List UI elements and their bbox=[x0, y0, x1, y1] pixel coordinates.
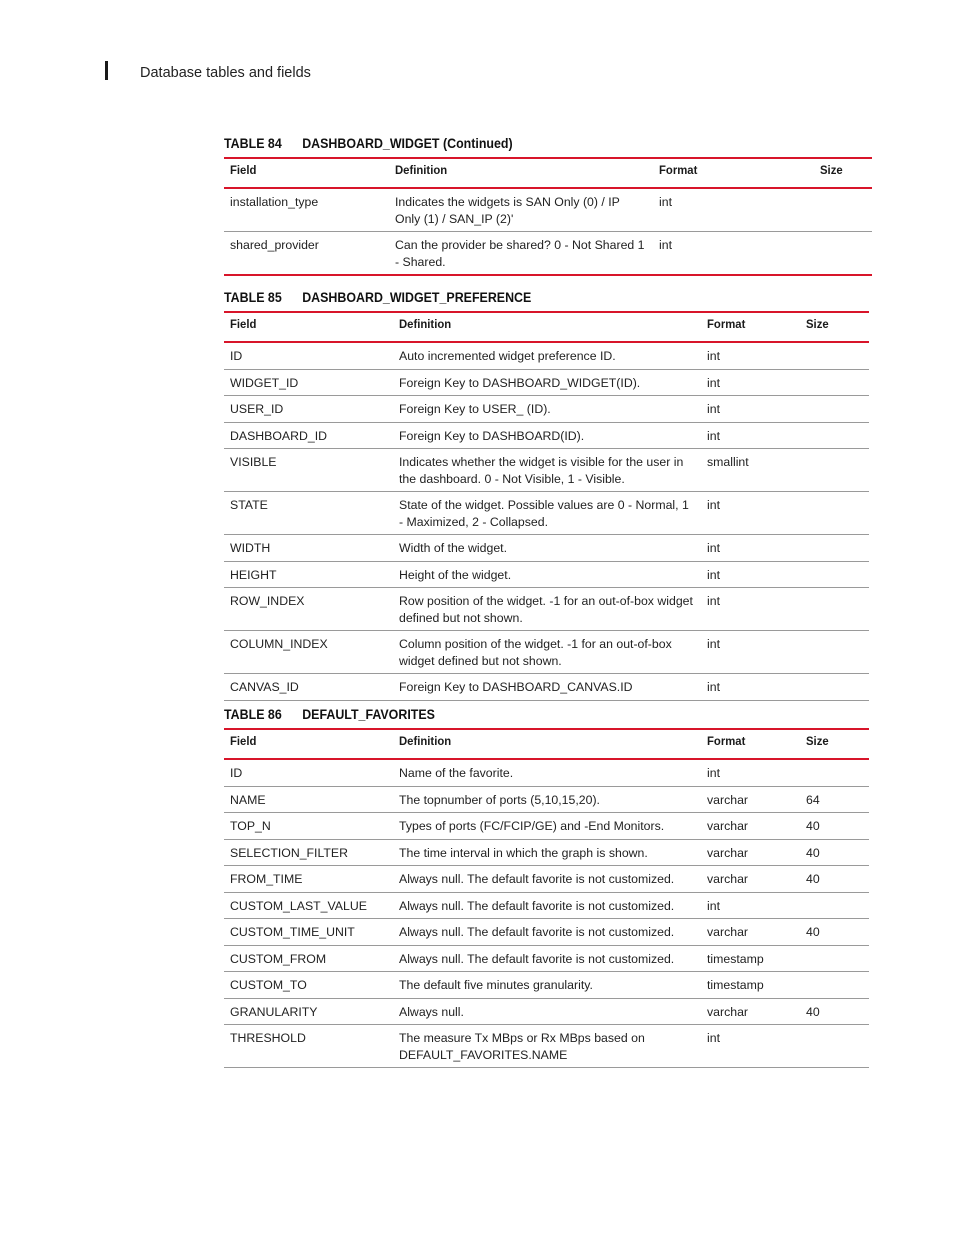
table-row bbox=[224, 396, 869, 423]
table85-title: DASHBOARD_WIDGET_PREFERENCE bbox=[302, 290, 532, 305]
cell-format: int bbox=[701, 369, 800, 396]
cell-field: COLUMN_INDEX bbox=[224, 631, 393, 674]
table-row bbox=[224, 561, 869, 588]
cell-definition: Always null. bbox=[393, 998, 701, 1025]
cell-definition: Auto incremented widget preference ID. bbox=[393, 342, 701, 369]
cell-field: CUSTOM_LAST_VALUE bbox=[224, 892, 393, 919]
table86-label: TABLE 86 bbox=[224, 707, 282, 722]
table-row bbox=[224, 972, 869, 999]
table-row bbox=[224, 839, 869, 866]
table-row bbox=[224, 492, 869, 535]
cell-field: GRANULARITY bbox=[224, 998, 393, 1025]
table85-body bbox=[224, 342, 869, 700]
cell-format: int bbox=[701, 535, 800, 562]
cell-size: 64 bbox=[800, 786, 869, 813]
table84-body bbox=[224, 188, 872, 275]
cell-format: int bbox=[701, 588, 800, 631]
cell-definition: Indicates whether the widget is visible for the user in the dashboard. 0 - Not Visible, 1 - Visible. bbox=[393, 449, 701, 492]
cell-format: varchar bbox=[701, 919, 800, 946]
cell-definition: Can the provider be shared? 0 - Not Shared 1 - Shared. bbox=[389, 232, 653, 276]
cell-format: varchar bbox=[701, 866, 800, 893]
cell-field: FROM_TIME bbox=[224, 866, 393, 893]
table86-body bbox=[224, 759, 869, 1068]
cell-format: int bbox=[701, 342, 800, 369]
cell-size: 40 bbox=[800, 839, 869, 866]
cell-definition: Always null. The default favorite is not customized. bbox=[393, 945, 701, 972]
cell-size bbox=[800, 759, 869, 786]
cell-field: WIDTH bbox=[224, 535, 393, 562]
cell-size bbox=[800, 561, 869, 588]
table86-col-field-header bbox=[224, 729, 393, 759]
table84-col-format-header bbox=[653, 158, 814, 188]
page-header: Database tables and fields bbox=[140, 65, 311, 81]
cell-size bbox=[800, 369, 869, 396]
table-row bbox=[224, 674, 869, 701]
table-row bbox=[224, 588, 869, 631]
header-margin-bar bbox=[105, 61, 108, 80]
table85-col-field-label: Field bbox=[230, 317, 257, 331]
cell-field: VISIBLE bbox=[224, 449, 393, 492]
cell-format: int bbox=[701, 561, 800, 588]
cell-definition: Row position of the widget. -1 for an out-of-box widget defined but not shown. bbox=[393, 588, 701, 631]
table86-col-definition-label: Definition bbox=[399, 734, 452, 748]
cell-format: varchar bbox=[701, 998, 800, 1025]
table-row bbox=[224, 998, 869, 1025]
cell-field: CUSTOM_FROM bbox=[224, 945, 393, 972]
cell-size bbox=[800, 945, 869, 972]
table84-label: TABLE 84 bbox=[224, 136, 282, 151]
cell-size: 40 bbox=[800, 998, 869, 1025]
cell-size bbox=[800, 535, 869, 562]
cell-format: int bbox=[701, 892, 800, 919]
table85-header-row bbox=[224, 312, 869, 342]
table84-col-field-header bbox=[224, 158, 389, 188]
cell-format: timestamp bbox=[701, 972, 800, 999]
table85-col-size-header bbox=[800, 312, 869, 342]
table86-col-definition-header bbox=[393, 729, 701, 759]
cell-definition: The default five minutes granularity. bbox=[393, 972, 701, 999]
cell-field: NAME bbox=[224, 786, 393, 813]
cell-size bbox=[800, 588, 869, 631]
table84-header-row bbox=[224, 158, 872, 188]
cell-field: DASHBOARD_ID bbox=[224, 422, 393, 449]
cell-format: varchar bbox=[701, 839, 800, 866]
cell-field: WIDGET_ID bbox=[224, 369, 393, 396]
table84 bbox=[224, 157, 872, 276]
table86-caption bbox=[224, 707, 435, 722]
cell-definition: Foreign Key to DASHBOARD(ID). bbox=[393, 422, 701, 449]
cell-definition: Width of the widget. bbox=[393, 535, 701, 562]
cell-format: int bbox=[701, 674, 800, 701]
cell-size bbox=[800, 674, 869, 701]
cell-definition: Always null. The default favorite is not customized. bbox=[393, 892, 701, 919]
cell-size bbox=[800, 892, 869, 919]
table85-label: TABLE 85 bbox=[224, 290, 282, 305]
cell-format: int bbox=[701, 759, 800, 786]
table85 bbox=[224, 311, 869, 701]
cell-definition: Foreign Key to USER_ (ID). bbox=[393, 396, 701, 423]
cell-format: int bbox=[701, 631, 800, 674]
table86 bbox=[224, 728, 869, 1068]
cell-field: ID bbox=[224, 759, 393, 786]
cell-size bbox=[800, 396, 869, 423]
cell-format: timestamp bbox=[701, 945, 800, 972]
cell-size: 40 bbox=[800, 813, 869, 840]
table84-title: DASHBOARD_WIDGET (Continued) bbox=[302, 136, 513, 151]
cell-definition: The time interval in which the graph is shown. bbox=[393, 839, 701, 866]
table-row bbox=[224, 422, 869, 449]
cell-size: 40 bbox=[800, 919, 869, 946]
cell-size bbox=[800, 422, 869, 449]
table86-col-format-header bbox=[701, 729, 800, 759]
table-row bbox=[224, 919, 869, 946]
cell-definition: Always null. The default favorite is not customized. bbox=[393, 919, 701, 946]
cell-field: THRESHOLD bbox=[224, 1025, 393, 1068]
table86-header-row bbox=[224, 729, 869, 759]
cell-definition: The measure Tx MBps or Rx MBps based on DEFAULT_FAVORITES.NAME bbox=[393, 1025, 701, 1068]
cell-size bbox=[800, 342, 869, 369]
cell-format: int bbox=[701, 1025, 800, 1068]
table-row bbox=[224, 892, 869, 919]
cell-definition: Column position of the widget. -1 for an out-of-box widget defined but not shown. bbox=[393, 631, 701, 674]
cell-field: ROW_INDEX bbox=[224, 588, 393, 631]
table86-col-format-label: Format bbox=[707, 734, 746, 748]
cell-definition: State of the widget. Possible values are 0 - Normal, 1 - Maximized, 2 - Collapsed. bbox=[393, 492, 701, 535]
table85-caption bbox=[224, 290, 531, 305]
table85-col-definition-header bbox=[393, 312, 701, 342]
cell-size bbox=[800, 492, 869, 535]
cell-format: varchar bbox=[701, 813, 800, 840]
cell-field: USER_ID bbox=[224, 396, 393, 423]
table-row bbox=[224, 813, 869, 840]
cell-definition: Indicates the widgets is SAN Only (0) / IP Only (1) / SAN_IP (2)' bbox=[389, 188, 653, 232]
cell-definition: Foreign Key to DASHBOARD_WIDGET(ID). bbox=[393, 369, 701, 396]
table86-title: DEFAULT_FAVORITES bbox=[302, 707, 435, 722]
cell-definition: Name of the favorite. bbox=[393, 759, 701, 786]
cell-format: int bbox=[701, 422, 800, 449]
table86-col-field-label: Field bbox=[230, 734, 257, 748]
table-row bbox=[224, 188, 872, 232]
table86-col-size-header bbox=[800, 729, 869, 759]
cell-size: 40 bbox=[800, 866, 869, 893]
cell-field: TOP_N bbox=[224, 813, 393, 840]
cell-field: shared_provider bbox=[224, 232, 389, 276]
table-row bbox=[224, 535, 869, 562]
table-row bbox=[224, 232, 872, 276]
cell-format: int bbox=[701, 396, 800, 423]
cell-format: int bbox=[701, 492, 800, 535]
cell-definition: Types of ports (FC/FCIP/GE) and -End Monitors. bbox=[393, 813, 701, 840]
cell-definition: The topnumber of ports (5,10,15,20). bbox=[393, 786, 701, 813]
table-row bbox=[224, 631, 869, 674]
cell-field: CUSTOM_TIME_UNIT bbox=[224, 919, 393, 946]
cell-size bbox=[800, 1025, 869, 1068]
cell-field: installation_type bbox=[224, 188, 389, 232]
table-row bbox=[224, 945, 869, 972]
cell-format: int bbox=[653, 188, 814, 232]
cell-size bbox=[800, 449, 869, 492]
table84-col-definition-header bbox=[389, 158, 653, 188]
cell-size bbox=[800, 972, 869, 999]
table-row bbox=[224, 342, 869, 369]
cell-field: STATE bbox=[224, 492, 393, 535]
table84-col-format-label: Format bbox=[659, 163, 698, 177]
table85-col-format-header bbox=[701, 312, 800, 342]
table84-col-field-label: Field bbox=[230, 163, 257, 177]
cell-field: CUSTOM_TO bbox=[224, 972, 393, 999]
table86-col-size-label: Size bbox=[806, 734, 829, 748]
cell-size bbox=[800, 631, 869, 674]
table-row bbox=[224, 449, 869, 492]
table85-col-field-header bbox=[224, 312, 393, 342]
table84-col-size-header bbox=[814, 158, 872, 188]
table-row bbox=[224, 866, 869, 893]
table85-col-definition-label: Definition bbox=[399, 317, 452, 331]
table85-col-size-label: Size bbox=[806, 317, 829, 331]
cell-definition: Foreign Key to DASHBOARD_CANVAS.ID bbox=[393, 674, 701, 701]
cell-format: smallint bbox=[701, 449, 800, 492]
cell-field: HEIGHT bbox=[224, 561, 393, 588]
cell-format: int bbox=[653, 232, 814, 276]
cell-field: SELECTION_FILTER bbox=[224, 839, 393, 866]
table-row bbox=[224, 786, 869, 813]
table-row bbox=[224, 1025, 869, 1068]
table84-col-definition-label: Definition bbox=[395, 163, 448, 177]
cell-definition: Height of the widget. bbox=[393, 561, 701, 588]
cell-definition: Always null. The default favorite is not customized. bbox=[393, 866, 701, 893]
table-row bbox=[224, 369, 869, 396]
cell-size bbox=[814, 188, 872, 232]
table84-caption bbox=[224, 136, 513, 151]
cell-field: CANVAS_ID bbox=[224, 674, 393, 701]
cell-size bbox=[814, 232, 872, 276]
cell-format: varchar bbox=[701, 786, 800, 813]
table-row bbox=[224, 759, 869, 786]
cell-field: ID bbox=[224, 342, 393, 369]
table85-col-format-label: Format bbox=[707, 317, 746, 331]
table84-col-size-label: Size bbox=[820, 163, 843, 177]
